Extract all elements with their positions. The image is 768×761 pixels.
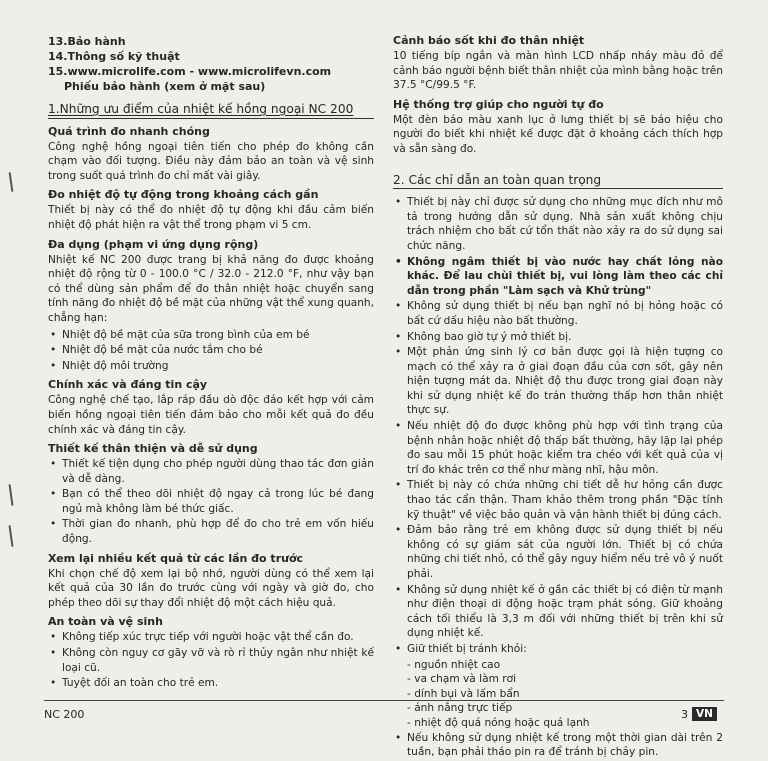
avoid-item: - nguồn nhiệt cao xyxy=(407,658,501,671)
list-item: • Không ngâm thiết bị vào nước hay chất lỏng nào khác. Để lau chùi thiết bị, vui lòng làm theo các chỉ dẫn trong phần "Làm sạch và Khử trùng" xyxy=(393,255,723,299)
pen-mark-3 xyxy=(8,525,13,547)
subheading-memory: Xem lại nhiều kết quả từ các lần đo trước xyxy=(48,551,304,565)
safety-hygiene-list xyxy=(48,630,374,690)
list-item: • Thiết bị này có chứa những chi tiết dễ hư hỏng cần được thao tác cẩn thận. Tham khảo thêm trong phần "Đặc tính kỹ thuật" về việc bảo quản và vận hành thiết bị đúng cách. xyxy=(393,478,723,522)
list-item: • Không tiếp xúc trực tiếp với người hoặc vật thể cần đo. xyxy=(48,630,374,645)
section-1-title: 1.Những ưu điểm của nhiệt kế hồng ngoại NC 200 xyxy=(48,102,374,119)
toc-item-13: 13.Bảo hành xyxy=(48,35,126,48)
paragraph-fast-measurement: Công nghệ hồng ngoại tiên tiến cho phép đo không cần chạm vào đối tượng. Điều này đảm bảo an toàn và vệ sinh trong suốt quá trình đo chỉ mất vài giây. xyxy=(48,140,374,182)
list-item: • Không sử dụng nhiệt kế ở gần các thiết bị có điện từ mạnh như điện thoại di động hoặc trạm phát sóng. Giữ khoảng cách tối thiểu là 3,3 m đối với những thiết bị trên khi sử dụng nhiệt kế. xyxy=(393,583,723,641)
list-item: • Thời gian đo nhanh, phù hợp để đo cho trẻ em vốn hiếu động. xyxy=(48,517,374,546)
toc-item-15: 15.www.microlife.com - www.microlifevn.com xyxy=(48,65,332,78)
subheading-self-measure-help: Hệ thống trợ giúp cho người tự đo xyxy=(393,97,604,111)
pen-mark-2 xyxy=(8,484,13,506)
subheading-multi-use: Đa dụng (phạm vi ứng dụng rộng) xyxy=(48,237,259,251)
list-item: • Một phản ứng sinh lý cơ bản được gọi là hiện tượng co mạch có thể xảy ra ở giai đoạn đầu của cơn sốt, gây nên hiện tượng mát da. Nhiệt độ thu được trong giai đoạn này khi sử dụng nhiệt kế đo trán thường thấp hơn thân nhiệt thực sự. xyxy=(393,345,723,418)
list-item: • Nhiệt độ bề mặt của nước tắm cho bé xyxy=(48,343,374,358)
list-item: • Thiết kế tiện dụng cho phép người dùng thao tác đơn giản và dễ dàng. xyxy=(48,457,374,486)
subheading-friendly-design: Thiết kế thân thiện và dễ sử dụng xyxy=(48,442,258,456)
list-item: • Tuyệt đối an toàn cho trẻ em. xyxy=(48,676,374,691)
friendly-design-list xyxy=(48,457,374,547)
paragraph-fever-alert: 10 tiếng bíp ngắn và màn hình LCD nhấp nháy màu đỏ để cảnh báo người bệnh biết thân nhiệt của mình bằng hoặc trên 37.5 °C/99.5 °F. xyxy=(393,50,723,92)
list-item: • Không sử dụng thiết bị nếu bạn nghĩ nó bị hỏng hoặc có bất cứ dấu hiệu nào bất thường. xyxy=(393,299,723,328)
subheading-safety-hygiene: An toàn và vệ sinh xyxy=(48,615,163,629)
list-item: • Đảm bảo rằng trẻ em không được sử dụng thiết bị nếu không có sự giám sát của người lớn. Thiết bị có chứa những chi tiết nhỏ, có thể gây nguy hiểm nếu trẻ vô ý nuốt phải. xyxy=(393,523,723,581)
paragraph-memory: Khi chọn chế độ xem lại bộ nhớ, người dùng có thể xem lại kết quả của 30 lần đo trước cùng với ngày và giờ đo, cho phép theo dõi sự thay đổi nhiệt độ một cách hiệu quả. xyxy=(48,567,374,609)
list-item: • Nhiệt độ bề mặt của sữa trong bình của em bé xyxy=(48,328,374,343)
list-item: • Nhiệt độ môi trường xyxy=(48,359,374,374)
multi-use-list xyxy=(48,328,374,374)
avoid-list xyxy=(393,658,723,731)
list-item: • Thiết bị này chỉ được sử dụng cho những mục đích như mô tả trong hướng dẫn sử dụng. Nhà sản xuất không chịu trách nhiệm cho bất cứ tổn thất nào xảy ra do sử dụng sai chức năng. xyxy=(393,195,723,253)
paragraph-multi-use: Nhiệt kế NC 200 được trang bị khả năng đo được khoảng nhiệt độ rộng từ 0 - 100.0 °C / 32.0 - 212.0 °F, như vậy bạn có thể dùng sản phẩm để đo thân nhiệt hoặc chuyển sang tính năng đo nhiệt độ bề mặt của những vật thể xung quanh, chẳng hạn: xyxy=(48,253,374,324)
subheading-fever-alert: Cảnh báo sốt khi đo thân nhiệt xyxy=(393,34,585,47)
avoid-item: - nhiệt độ quá nóng hoặc quá lạnh xyxy=(407,716,590,729)
language-badge: VN xyxy=(692,707,717,721)
list-item: • Nếu nhiệt độ đo được không phù hợp với tình trạng của bệnh nhân hoặc nhiệt độ thấp bất thường, hãy lặp lại phép đo sau mỗi 15 phút hoặc kiểm tra chéo với kết quả của vị trí đo khác trên cơ thể như màng nhĩ, hậu môn. xyxy=(393,419,723,477)
avoid-item: - ánh nắng trực tiếp xyxy=(407,702,513,715)
table-of-contents xyxy=(48,34,374,94)
footer-model: NC 200 xyxy=(44,708,85,721)
list-item: • Nếu không sử dụng nhiệt kế trong một thời gian dài trên 2 tuần, bạn phải tháo pin ra để tránh bị chảy pin. xyxy=(393,731,723,760)
paragraph-self-measure-help: Một đèn báo màu xanh lục ở lưng thiết bị sẽ báo hiệu cho người đo biết khi nhiệt kế được đặt ở khoảng cách thích hợp và sẵn sàng đo. xyxy=(393,113,723,155)
subheading-auto-measure: Đo nhiệt độ tự động trong khoảng cách gần xyxy=(48,188,319,202)
avoid-item: - dính bụi và lấm bẩn xyxy=(407,687,520,700)
pen-mark-1 xyxy=(9,172,14,192)
toc-item-14: 14.Thông số kỹ thuật xyxy=(48,50,180,63)
toc-item-15-sub: Phiếu bảo hành (xem ở mặt sau) xyxy=(64,80,266,93)
avoid-item: - va chạm và làm rơi xyxy=(407,673,517,686)
section-2-title: 2. Các chỉ dẫn an toàn quan trọng xyxy=(393,173,723,190)
final-instruction-list xyxy=(393,731,723,760)
safety-instructions-list xyxy=(393,195,723,656)
footer-divider xyxy=(44,700,724,701)
list-item: • Giữ thiết bị tránh khỏi: xyxy=(393,642,723,657)
list-item: • Bạn có thể theo dõi nhiệt độ ngay cả trong lúc bé đang ngủ mà không làm bé thức giấc. xyxy=(48,487,374,516)
right-column xyxy=(393,34,723,761)
page-number: 3 xyxy=(681,707,688,721)
footer-page-info xyxy=(681,707,717,721)
list-item: • Không còn nguy cơ gãy vỡ và rò rỉ thủy ngân như nhiệt kế loại cũ. xyxy=(48,646,374,675)
list-item: • Không bao giờ tự ý mở thiết bị. xyxy=(393,330,723,345)
subheading-accurate: Chính xác và đáng tin cậy xyxy=(48,378,208,392)
subheading-fast-measurement: Quá trình đo nhanh chóng xyxy=(48,124,210,138)
paragraph-accurate: Công nghệ chế tạo, lắp ráp đầu dò độc đáo kết hợp với cảm biến hồng ngoại tiên tiến đảm bảo cho mỗi kết quả đo đều chính xác và đáng tin cậy. xyxy=(48,394,374,436)
paragraph-auto-measure: Thiết bị này có thể đo nhiệt độ tự động khi đầu cảm biến nhiệt độ phát hiện ra vật thể trong phạm vi 5 cm. xyxy=(48,204,374,231)
left-column xyxy=(48,34,374,692)
